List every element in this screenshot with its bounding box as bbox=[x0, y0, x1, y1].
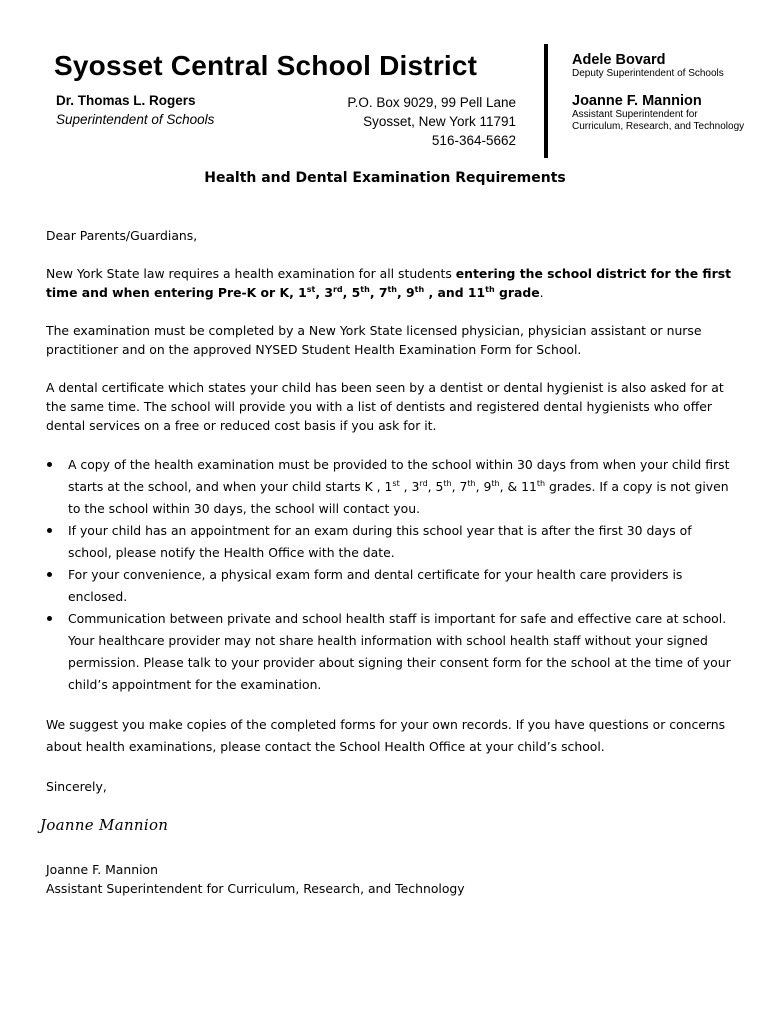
letter-body bbox=[40, 226, 736, 898]
paragraph-examiner: The examination must be completed by a New York State licensed physician, physician assistant or nurse practitioner and on the approved NYSED Student Health Examination Form for School. bbox=[46, 323, 702, 357]
p1-end: . bbox=[539, 285, 544, 300]
deputy-superintendent-title: Deputy Superintendent of Schools bbox=[572, 68, 724, 79]
ordinal-sup: th bbox=[467, 478, 476, 488]
bullet1-text: grades. If a copy is not given to the school within 30 days, the school will contact you. bbox=[68, 479, 729, 516]
ordinal-sup: th bbox=[443, 478, 452, 488]
signer-name: Joanne F. Mannion bbox=[46, 862, 158, 877]
signer-block bbox=[46, 860, 736, 898]
ordinal-sup: rd bbox=[332, 284, 343, 294]
assistant-superintendent-name: Joanne F. Mannion bbox=[572, 93, 702, 109]
bullet1-text: , 7 bbox=[451, 479, 468, 494]
list-item: Communication between private and school health staff is important for safe and effective care at school. Your healthcare provider may not share health information with school health staff without your signed permission. Please talk to your provider about signing their consent form for the school at the time of your child’s appointment for the examination. bbox=[46, 608, 736, 696]
bullet1-text: A copy of the health examination must be provided to the school within 30 days from when your child first starts at the school, and when your child starts K , 1 bbox=[68, 457, 730, 494]
ordinal-sup: th bbox=[414, 284, 425, 294]
ordinal-sup: th bbox=[387, 284, 398, 294]
deputy-superintendent-block bbox=[572, 52, 724, 80]
ordinal-sup: rd bbox=[419, 478, 428, 488]
bullet1-text: , 9 bbox=[475, 479, 492, 494]
address-line-2: Syosset, New York 11791 bbox=[363, 114, 516, 129]
p1-sep: , 7 bbox=[369, 285, 388, 300]
p1-bold-lead: entering the school district for the first time and when entering Pre-K or K, 1 bbox=[46, 266, 732, 300]
ordinal-sup: th bbox=[360, 284, 370, 294]
p1-intro: New York State law requires a health examination for all students bbox=[46, 266, 456, 281]
address-line-1: P.O. Box 9029, 99 Pell Lane bbox=[347, 95, 516, 110]
letterhead-divider bbox=[544, 44, 548, 158]
signer-title: Assistant Superintendent for Curriculum, Research, and Technology bbox=[46, 881, 465, 896]
paragraph-contact: We suggest you make copies of the completed forms for your own records. If you have questions or concerns about health examinations, please contact the School Health Office at your child’s school. bbox=[46, 717, 726, 754]
letterhead bbox=[0, 0, 770, 160]
p1-sep: , 5 bbox=[342, 285, 361, 300]
closing: Sincerely, bbox=[46, 779, 107, 794]
superintendent-title: Superintendent of Schools bbox=[56, 112, 215, 127]
paragraph-requirement bbox=[46, 264, 736, 302]
p1-bold-tail: grade bbox=[494, 285, 540, 300]
district-name: Syosset Central School District bbox=[54, 50, 478, 81]
handwritten-signature: Joanne Mannion bbox=[40, 816, 169, 834]
requirements-list bbox=[46, 454, 736, 696]
document-title: Health and Dental Examination Requirements bbox=[204, 170, 566, 186]
p1-sep: , 9 bbox=[397, 285, 415, 300]
ordinal-sup: th bbox=[491, 478, 500, 488]
bullet1-text: , 3 bbox=[399, 479, 420, 494]
salutation: Dear Parents/Guardians, bbox=[46, 228, 198, 243]
list-item: If your child has an appointment for an exam during this school year that is after the first 30 days of school, please notify the Health Office with the date. bbox=[46, 520, 736, 564]
deputy-superintendent-name: Adele Bovard bbox=[572, 52, 666, 68]
superintendent-name: Dr. Thomas L. Rogers bbox=[56, 93, 196, 108]
assistant-superintendent-title-1: Assistant Superintendent for bbox=[572, 109, 698, 120]
assistant-superintendent-block bbox=[572, 93, 744, 133]
ordinal-sup: st bbox=[392, 478, 400, 488]
list-item bbox=[46, 454, 736, 520]
p1-sep: , 3 bbox=[315, 285, 333, 300]
ordinal-sup: st bbox=[306, 284, 316, 294]
paragraph-dental: A dental certificate which states your child has been seen by a dentist or dental hygienist is also asked for at the same time. The school will provide you with a list of dentists and registered dental hygienists who offer dental services on a free or reduced cost basis if you ask for it. bbox=[46, 380, 724, 433]
list-item: For your convenience, a physical exam form and dental certificate for your health care providers is enclosed. bbox=[46, 564, 736, 608]
district-phone: 516-364-5662 bbox=[431, 133, 516, 148]
bullet1-text: , 5 bbox=[427, 479, 444, 494]
bullet1-text: , & 11 bbox=[499, 479, 537, 494]
p1-sep: , and 11 bbox=[424, 285, 486, 300]
assistant-superintendent-title-2: Curriculum, Research, and Technology bbox=[572, 121, 745, 132]
ordinal-sup: th bbox=[485, 284, 495, 294]
ordinal-sup: th bbox=[536, 478, 546, 488]
district-address bbox=[347, 93, 516, 150]
